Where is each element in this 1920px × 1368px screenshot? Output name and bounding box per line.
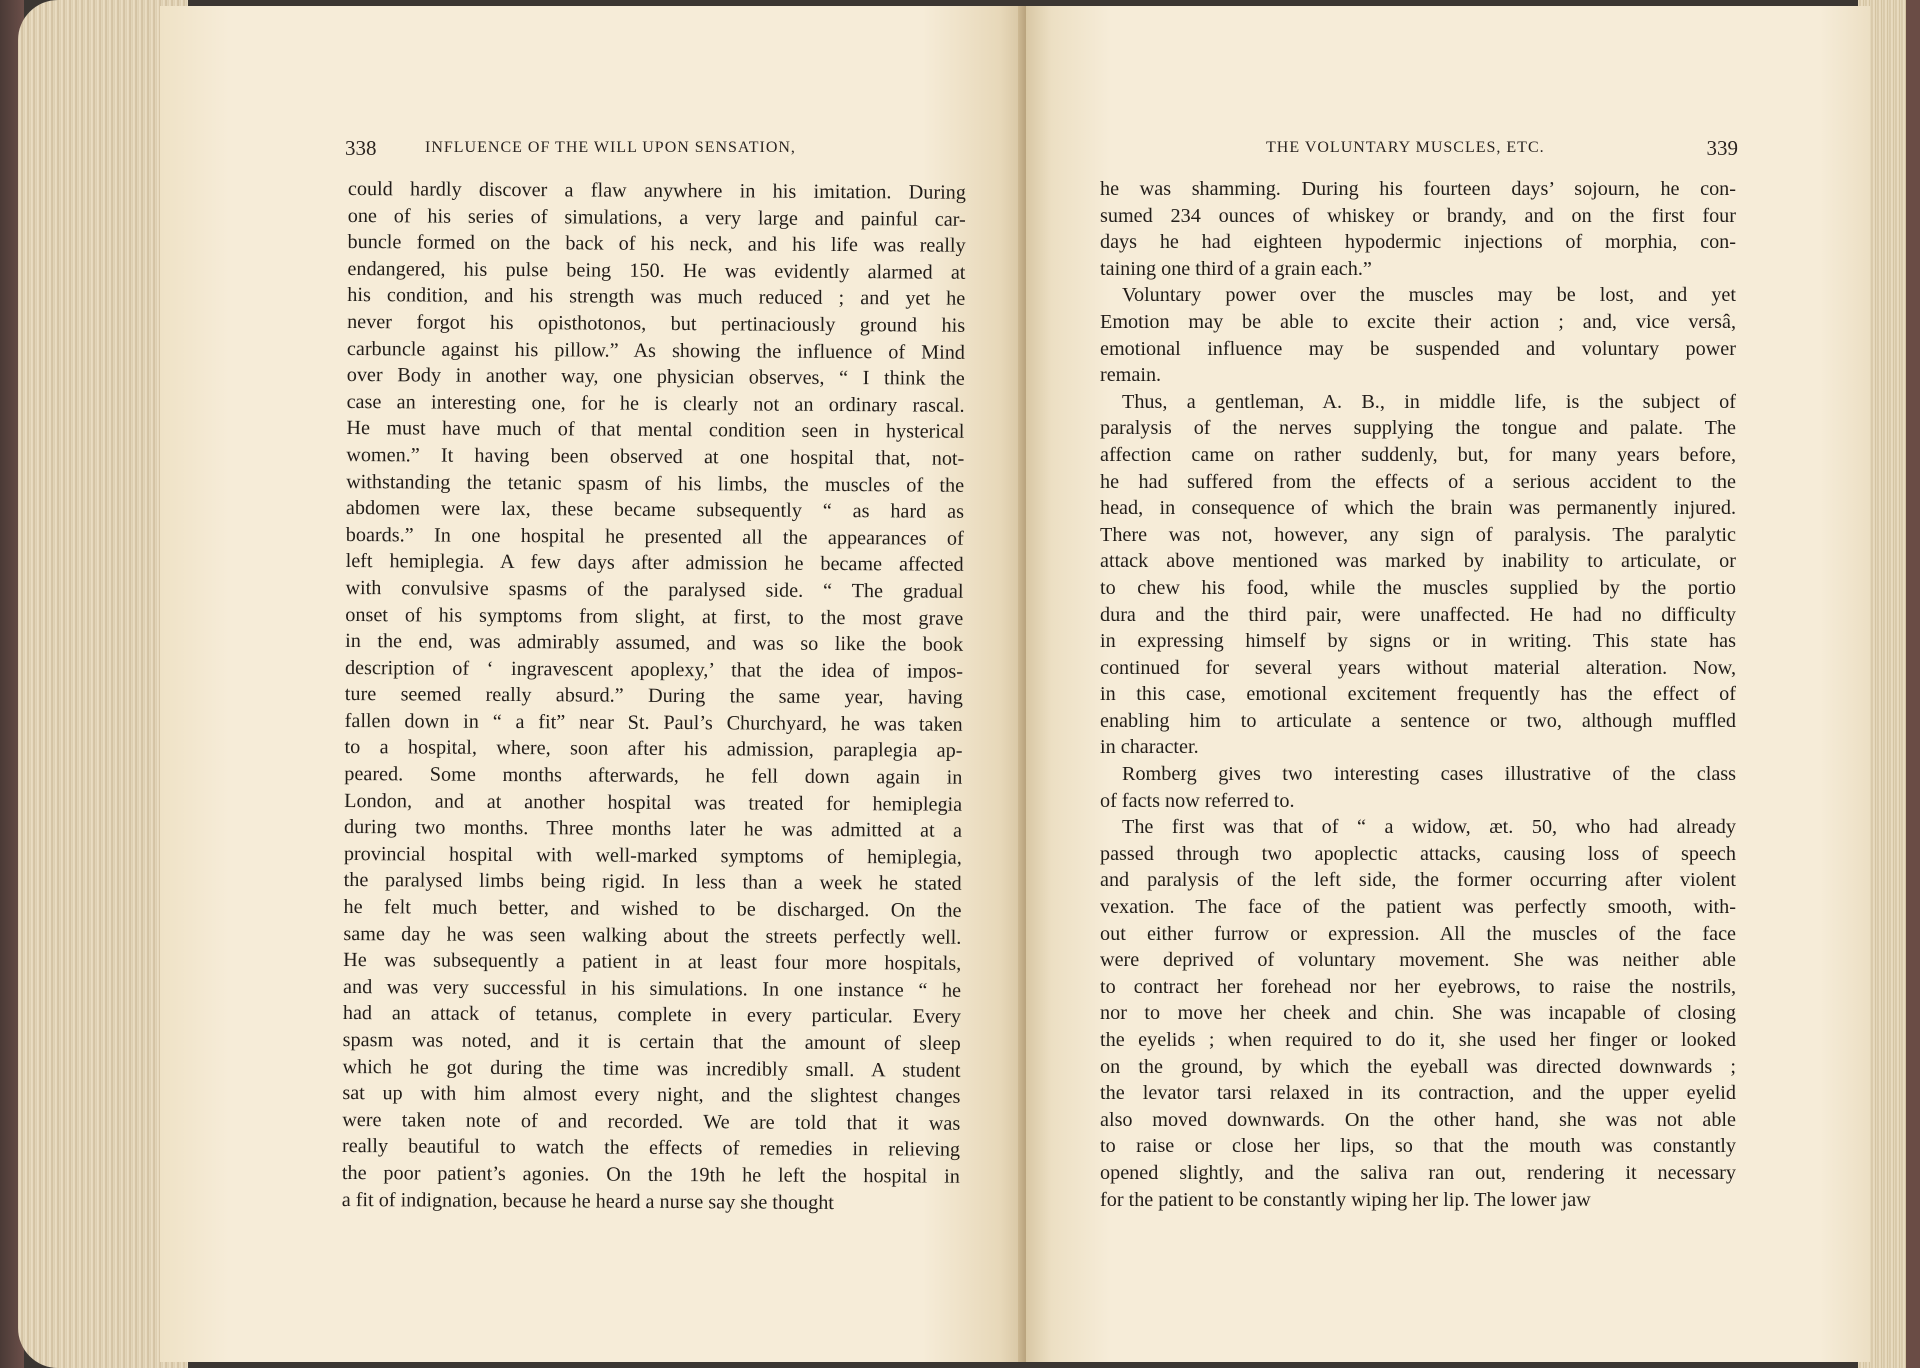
- left-page-body: [342, 176, 966, 1217]
- text-line: also moved downwards. On the other hand, she was not able: [1100, 1108, 1736, 1131]
- text-line: the paralysed limbs being rigid. In less than a week he stated: [343, 869, 962, 896]
- text-line: provincial hospital with well-marked symptoms of hemiplegia,: [343, 842, 962, 869]
- text-line: There was not, however, any sign of paralysis. The paralytic: [1100, 523, 1736, 546]
- right-page-header: [1106, 136, 1738, 166]
- text-line: He was subsequently a patient in at least four more hospitals,: [343, 949, 962, 975]
- text-line: remain.: [1100, 364, 1162, 387]
- right-page: [1026, 6, 1870, 1362]
- text-line: emotional influence may be suspended and voluntary power: [1100, 337, 1736, 360]
- text-line: in the end, was admirably assumed, and was so like the book: [345, 630, 964, 656]
- left-page-header: [345, 136, 985, 166]
- text-line: carbuncle against his pillow.” As showing the influence of Mind: [346, 337, 966, 364]
- text-line: The first was that of “ a widow, æt. 50, who had already: [1122, 816, 1736, 839]
- text-line: during two months. Three months later he was admitted at a: [343, 816, 963, 843]
- text-line: of facts now referred to.: [1100, 789, 1295, 812]
- text-line: affection came on rather suddenly, but, for many years before,: [1100, 443, 1736, 466]
- text-line: women.” It having been observed at one hospital that, not-: [346, 443, 965, 470]
- text-line: description of ‘ ingravescent apoplexy,’ that the idea of impos-: [344, 656, 964, 683]
- text-line: sumed 234 ounces of whiskey or brandy, and on the first four: [1100, 204, 1736, 227]
- right-page-body: [1100, 176, 1736, 1213]
- text-line: he had suffered from the effects of a serious accident to the: [1100, 470, 1736, 493]
- text-line: Thus, a gentleman, A. B., in middle life, is the subject of: [1122, 390, 1736, 413]
- text-line: head, in consequence of which the brain was permanently injured.: [1100, 497, 1736, 520]
- left-page-number: 338: [345, 136, 377, 160]
- text-line: continued for several years without material alteration. Now,: [1100, 656, 1736, 679]
- text-line: fallen down in “ a fit” near St. Paul’s Churchyard, he was taken: [344, 709, 963, 736]
- text-line: nor to move her cheek and chin. She was incapable of closing: [1100, 1002, 1736, 1025]
- text-line: taining one third of a grain each.”: [1100, 257, 1372, 280]
- text-line: ture seemed really absurd.” During the same year, having: [344, 683, 963, 710]
- text-line: left hemiplegia. A few days after admission he became affected: [345, 550, 964, 577]
- text-line: spasm was noted, and it is certain that the amount of sleep: [342, 1028, 961, 1055]
- text-line: out either furrow or expression. All the muscles of the face: [1100, 922, 1736, 945]
- text-line: peared. Some months afterwards, he fell down again in: [344, 763, 963, 789]
- text-line: He must have much of that mental condition seen in hysterical: [346, 417, 965, 444]
- text-line: for the patient to be constantly wiping her lip. The lower jaw: [1100, 1188, 1591, 1211]
- text-line: to raise or close her lips, so that the mouth was constantly: [1100, 1135, 1736, 1158]
- text-line: sat up with him almost every night, and the slightest changes: [342, 1082, 961, 1108]
- text-line: case an interesting one, for he is clearly not an ordinary rascal.: [346, 390, 965, 417]
- text-line: in character.: [1100, 736, 1199, 759]
- text-line: abdomen were lax, these became subsequently “ as hard as: [345, 497, 965, 523]
- book-cover-edge-right: [1906, 0, 1920, 1368]
- text-line: never forgot his opisthotonos, but pertinaciously ground his: [347, 310, 966, 337]
- text-line: vexation. The face of the patient was perfectly smooth, with-: [1100, 896, 1736, 919]
- text-line: passed through two apoplectic attacks, causing loss of speech: [1100, 842, 1736, 865]
- right-page-number: 339: [1706, 136, 1738, 160]
- text-line: over Body in another way, one physician observes, “ I think the: [346, 364, 965, 390]
- text-line: which he got during the time was incredibly small. A student: [342, 1055, 961, 1082]
- text-line: in expressing himself by signs or in writing. This state has: [1100, 630, 1736, 653]
- text-line: dura and the third pair, were unaffected. He had no difficulty: [1100, 603, 1736, 626]
- text-line: and was very successful in his simulations. In one instance “ he: [342, 975, 962, 1002]
- left-running-head: INFLUENCE OF THE WILL UPON SENSATION,: [425, 139, 796, 156]
- text-line: and paralysis of the left side, the former occurring after violent: [1100, 869, 1736, 892]
- text-line: London, and at another hospital was treated for hemiplegia: [344, 789, 963, 816]
- text-line: opened slightly, and the saliva ran out, rendering it necessary: [1100, 1161, 1736, 1184]
- text-line: with convulsive spasms of the paralysed side. “ The gradual: [345, 576, 964, 603]
- text-line: days he had eighteen hypodermic injections of morphia, con-: [1100, 231, 1736, 254]
- text-line: onset of his symptoms from slight, at first, to the most grave: [345, 603, 964, 630]
- text-line: enabling him to articulate a sentence or two, although muffled: [1100, 709, 1736, 732]
- text-line: Emotion may be able to excite their action ; and, vice versâ,: [1100, 310, 1736, 333]
- text-line: really beautiful to watch the effects of remedies in relieving: [342, 1135, 961, 1162]
- text-line: were deprived of voluntary movement. She was neither able: [1100, 949, 1736, 972]
- text-line: withstanding the tetanic spasm of his limbs, the muscles of the: [346, 470, 965, 497]
- text-line: the eyelids ; when required to do it, she used her finger or looked: [1100, 1029, 1736, 1051]
- text-line: same day he was seen walking about the streets perfectly well.: [343, 922, 962, 949]
- text-line: attack above mentioned was marked by inability to articulate, or: [1100, 550, 1736, 573]
- text-line: on the ground, by which the eyeball was directed downwards ;: [1100, 1055, 1736, 1078]
- text-line: boards.” In one hospital he presented all the appearances of: [345, 523, 964, 550]
- text-line: Voluntary power over the muscles may be lost, and yet: [1122, 284, 1736, 307]
- text-line: he felt much better, and wished to be discharged. On the: [343, 896, 962, 922]
- text-line: a fit of indignation, because he heard a nurse say she thought: [341, 1188, 835, 1214]
- text-line: had an attack of tetanus, complete in every particular. Every: [342, 1002, 961, 1029]
- text-line: endangered, his pulse being 150. He was evidently alarmed at: [347, 257, 966, 284]
- text-line: to chew his food, while the muscles supplied by the portio: [1100, 576, 1736, 599]
- text-line: paralysis of the nerves supplying the tongue and palate. The: [1100, 417, 1736, 440]
- text-line: he was shamming. During his fourteen days’ sojourn, he con-: [1100, 178, 1736, 200]
- text-line: in this case, emotional excitement frequently has the effect of: [1100, 683, 1736, 706]
- text-line: could hardly discover a flaw anywhere in his imitation. During: [347, 177, 966, 204]
- text-line: to a hospital, where, soon after his admission, paraplegia ap-: [344, 736, 963, 763]
- text-line: the levator tarsi relaxed in its contraction, and the upper eyelid: [1100, 1082, 1736, 1105]
- text-line: his condition, and his strength was much reduced ; and yet he: [347, 284, 966, 311]
- text-line: to contract her forehead nor her eyebrows, to raise the nostrils,: [1100, 975, 1736, 998]
- text-line: one of his series of simulations, a very large and painful car-: [347, 204, 966, 231]
- left-page: [160, 6, 1026, 1362]
- text-line: were taken note of and recorded. We are told that it was: [342, 1108, 961, 1135]
- text-line: buncle formed on the back of his neck, and his life was really: [347, 231, 966, 257]
- right-running-head: THE VOLUNTARY MUSCLES, ETC.: [1266, 139, 1545, 156]
- text-line: Romberg gives two interesting cases illustrative of the class: [1122, 763, 1736, 786]
- text-line: the poor patient’s agonies. On the 19th he left the hospital in: [341, 1161, 960, 1188]
